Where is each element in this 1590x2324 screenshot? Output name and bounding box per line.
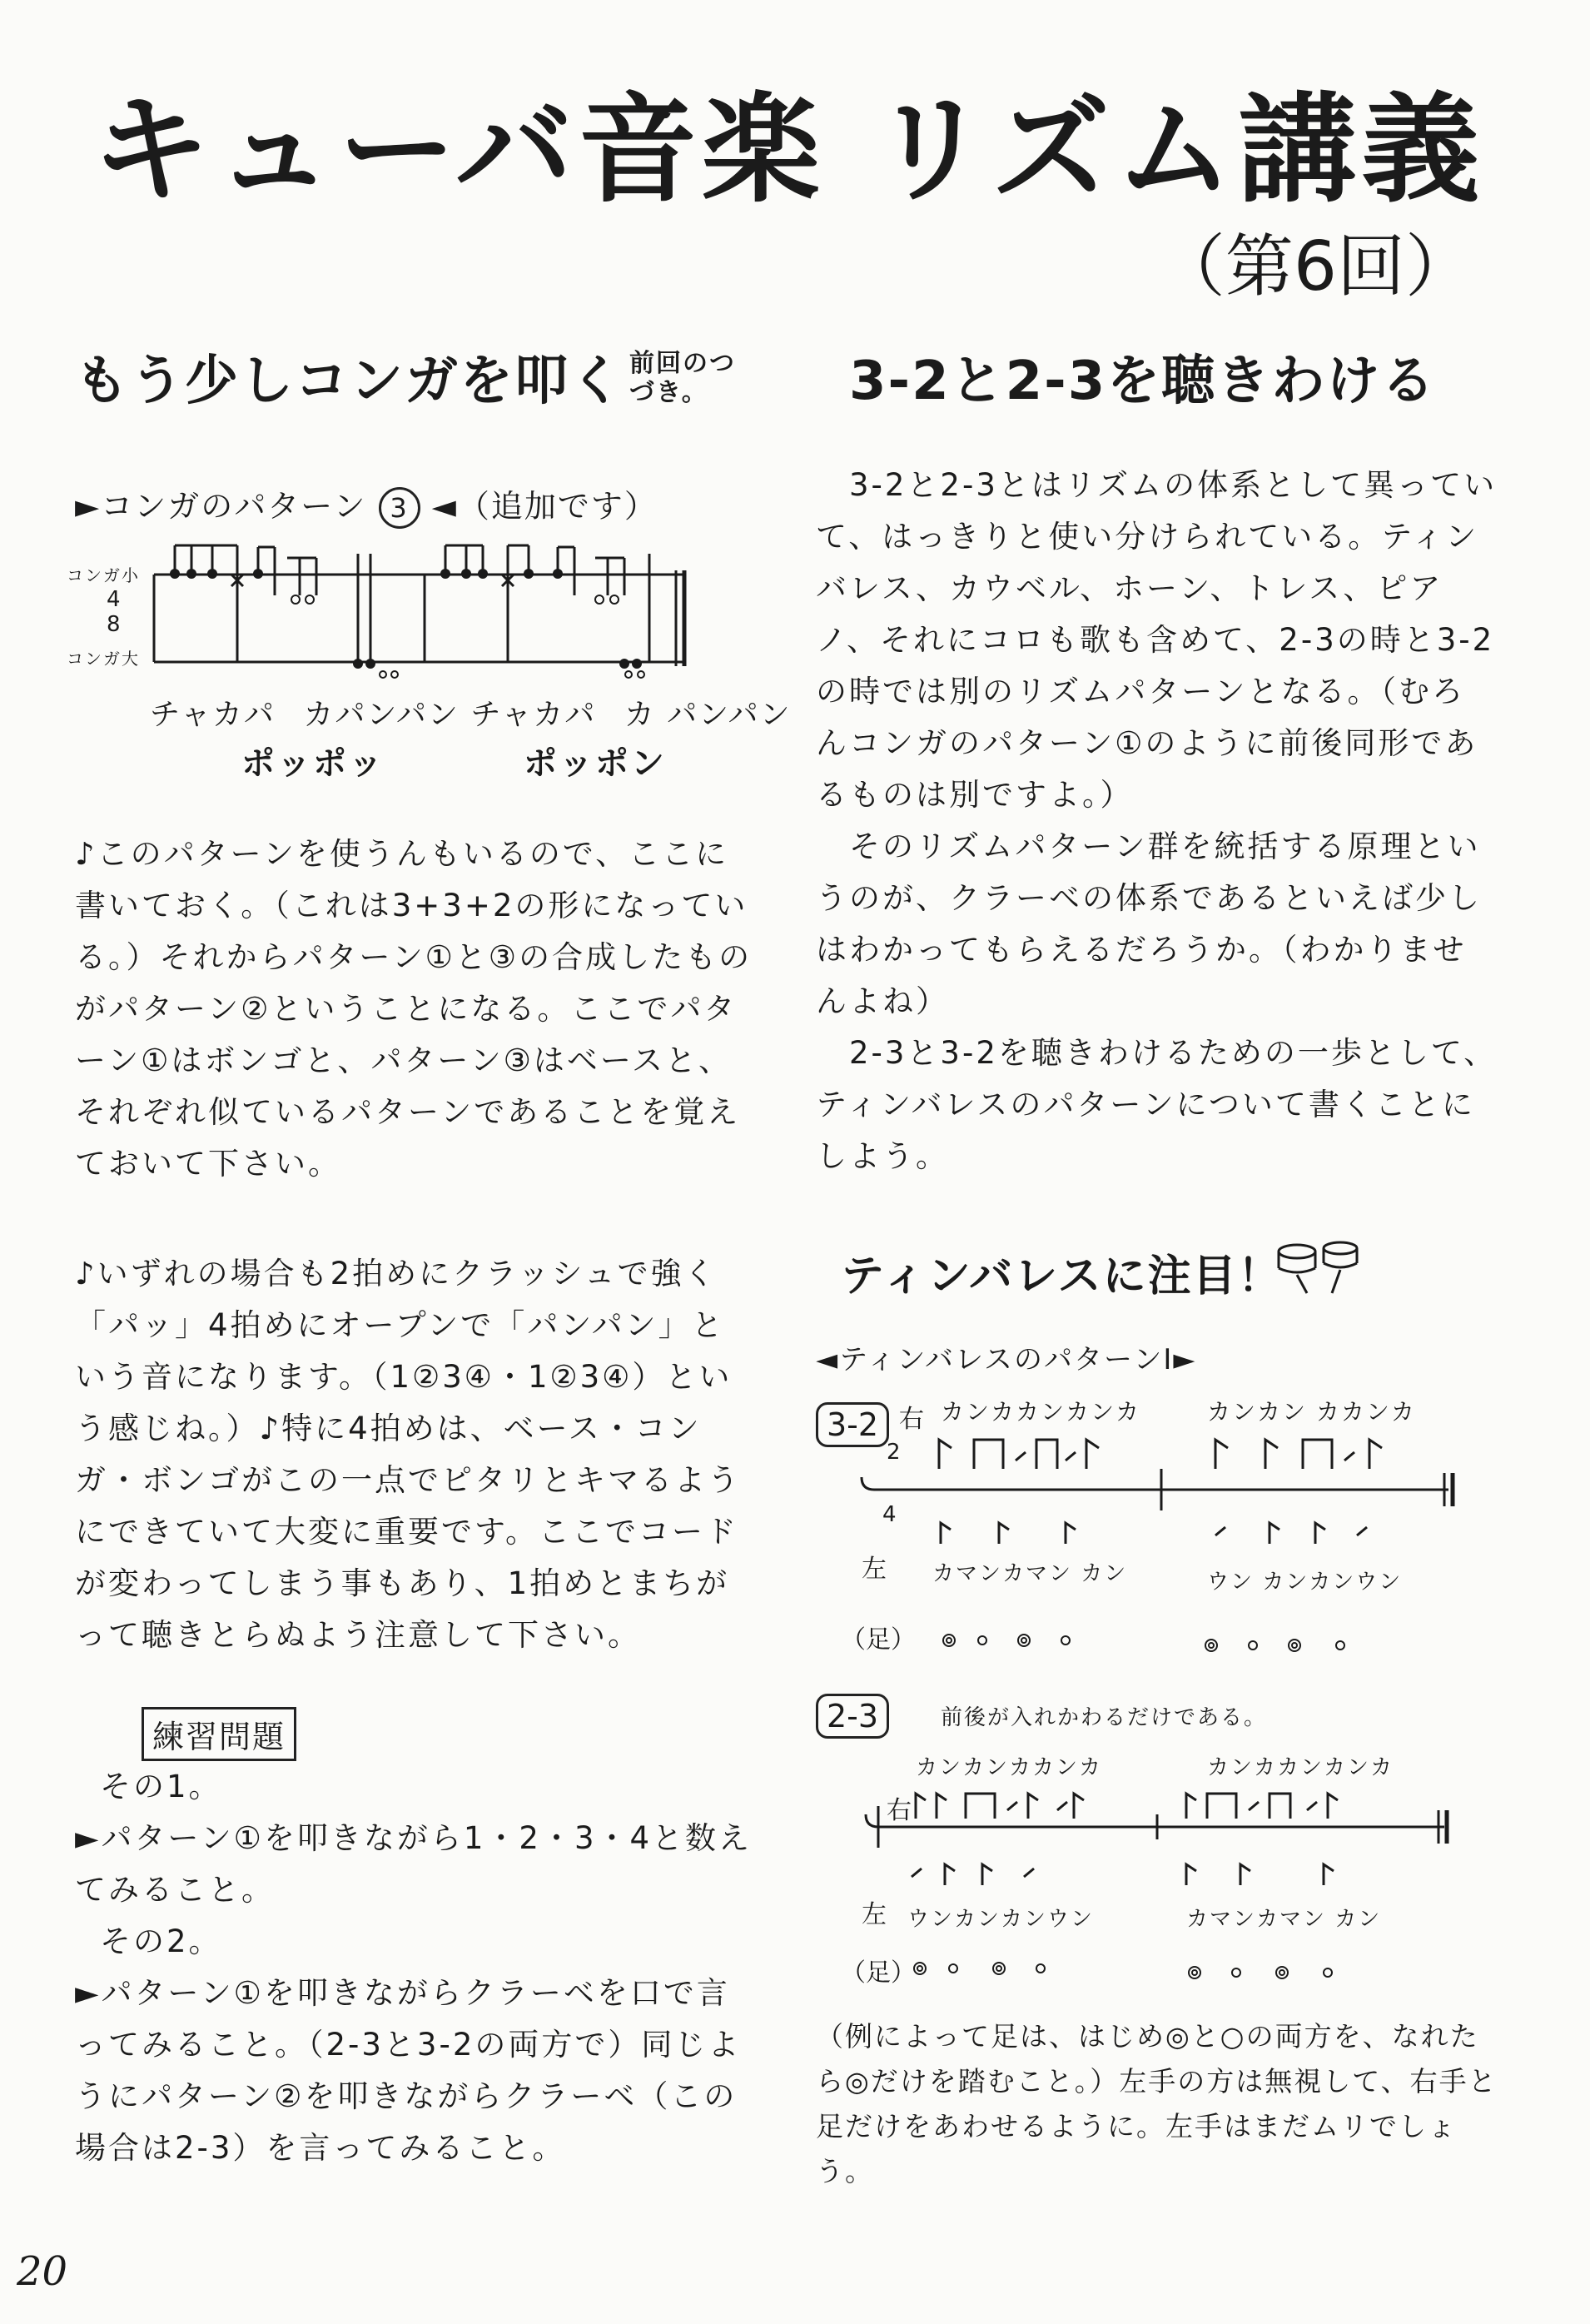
- timbales-example-3-2: [816, 1394, 1498, 1677]
- syllable: カパンパン: [303, 697, 460, 732]
- timbales-drum-icon: [1274, 1237, 1365, 1295]
- foot-label: （足）: [841, 1958, 916, 1988]
- right-paragraph-1: 3-2と2-3とはリズムの体系として異っていて、はっきりと使い分けられている。ティンバレス、カウベル、ホーン、トレス、ピアノ、それにコロも歌も含めて、2-3の時と3-2の時では別のリズムパターンとなる。（むろんコンガのパターン①のように前後同形であるものは別ですよ。）: [816, 466, 1498, 813]
- conga-staff-svg: [75, 537, 758, 679]
- time-sig-bottom: 8: [107, 611, 121, 637]
- page-number: 20: [17, 2248, 68, 2295]
- left-hand-label: 左: [862, 1899, 887, 1929]
- time-sig-top: 2: [887, 1439, 901, 1465]
- swap-note: 前後が入れかわるだけである。: [941, 1704, 1268, 1730]
- right-column: [816, 350, 1498, 2194]
- timbales-pattern-label: ◄ティンバレスのパターンI►: [816, 1342, 1197, 1376]
- right-paragraph-3: 2-3と3-2を聴きわけるための一歩として、ティンバレスのパターンについて書くことにしよう。: [816, 1034, 1498, 1174]
- right-hand-label: 右: [899, 1404, 924, 1434]
- conga-pattern-number: 3: [379, 487, 420, 529]
- left-syllables-a: カマンカマン カン: [932, 1560, 1128, 1586]
- syllable: チャカパ: [470, 697, 597, 732]
- practice-title: 練習問題: [142, 1707, 296, 1761]
- syllable-row-1: [150, 691, 792, 734]
- conga-pattern-prefix: ►コンガのパターン: [75, 487, 367, 525]
- left-heading-text: もう少しコンガを叩く: [75, 351, 624, 412]
- foot-label: （足）: [841, 1625, 916, 1655]
- syllable: カ: [624, 697, 656, 732]
- right-syllables-b: カンカン カカンカ: [1207, 1397, 1416, 1426]
- syllable: ポッポン: [523, 744, 667, 783]
- practice-1-heading: その1。: [100, 1768, 222, 1804]
- page-title: キューバ音楽 リズム講義: [92, 82, 1485, 219]
- syllable: チャカパ: [150, 697, 276, 732]
- left-syllables-a: ウンカンカンウン: [907, 1906, 1095, 1932]
- left-column: [67, 349, 792, 2174]
- timbales-heading: ティンバレスに注目！: [841, 1251, 1283, 1301]
- right-syllables-a: カンカンカカンカ: [916, 1754, 1103, 1780]
- syllable: パンパン: [667, 697, 792, 732]
- syllable: ポッポッ: [241, 744, 385, 783]
- conga-notation: [67, 537, 792, 787]
- right-paragraph-2: そのリズムパターン群を統括する原理というのが、クラーベの体系であるといえば少しはわかってもらえるだろうか。（わかりませんよね）: [816, 828, 1482, 1019]
- staff-label-top: コンガ小: [67, 565, 140, 585]
- time-sig-bottom: 4: [882, 1501, 897, 1527]
- left-paragraph-2: ♪いずれの場合も2拍めにクラッシュで強く「パッ」4拍めにオープンで「パンパン」という音になります。（1②3④・1②3④）という感じね。）♪特に4拍めは、ベース・コンガ・ボンゴがこの一点でピタリとキマるようにできていて大変に重要です。ここでコードが変わってしまう事もあり、1拍めとまちがって聴きとらぬよう注意して下さい。: [75, 1255, 741, 1653]
- staff-label-bottom: コンガ大: [67, 648, 140, 669]
- right-hand-label: 右: [887, 1795, 912, 1825]
- conga-pattern-suffix: ◄（追加です）: [431, 487, 658, 525]
- practice-2-heading: その2。: [100, 1923, 222, 1959]
- syllable-row-2: [241, 737, 667, 784]
- left-heading-note: 前回のつづき。: [629, 349, 736, 407]
- timbales-example-2-3: [816, 1694, 1498, 1993]
- right-section-heading: 3-2と2-3を聴きわける: [849, 351, 1437, 412]
- practice-2-text: ►パターン①を叩きながらクラーベを口で言ってみること。（2-3と3-2の両方で）同じようにパターン②を叩きながらクラーベ（この場合は2-3）を言ってみること。: [75, 1974, 742, 2166]
- time-sig-top: 4: [107, 586, 121, 612]
- left-section-heading: [75, 350, 758, 414]
- left-paragraph-1: ♪このパターンを使うんもいるので、ここに書いておく。（これは3+3+2の形になっている。）それからパターン①と③の合成したものがパターン②ということになる。ここでパターン①はボンゴと、パターン③はベースと、それぞれ似ているパターンであることを覚えておいて下さい。: [75, 835, 753, 1182]
- left-hand-label: 左: [862, 1554, 887, 1584]
- practice-1-text: ►パターン①を叩きながら1・2・3・4と数えてみること。: [75, 1819, 753, 1908]
- closing-note: （例によって足は、はじめ◎と○の両方を、なれたら◎だけを踏むこと。）左手の方は無視して、右手と足だけをあわせるように。左手はまだムリでしょう。: [816, 2019, 1498, 2187]
- conga-pattern-label: [75, 480, 758, 529]
- left-syllables-b: カマンカマン カン: [1186, 1906, 1382, 1932]
- timbales-staff-svg-2: [816, 1694, 1498, 1993]
- practice-title-wrap: [142, 1707, 758, 1761]
- clave-tag-2-3: 2-3: [816, 1694, 889, 1739]
- right-syllables-a: カンカカンカンカ: [941, 1397, 1141, 1426]
- right-syllables-b: カンカカンカンカ: [1207, 1754, 1394, 1780]
- page-subtitle: （第6回）: [1156, 227, 1473, 306]
- timbales-staff-svg-1: [816, 1394, 1498, 1677]
- left-syllables-b: ウン カンカンウン: [1207, 1569, 1403, 1595]
- timbales-heading-wrap: [841, 1241, 1498, 1303]
- clave-tag-3-2: 3-2: [816, 1402, 889, 1447]
